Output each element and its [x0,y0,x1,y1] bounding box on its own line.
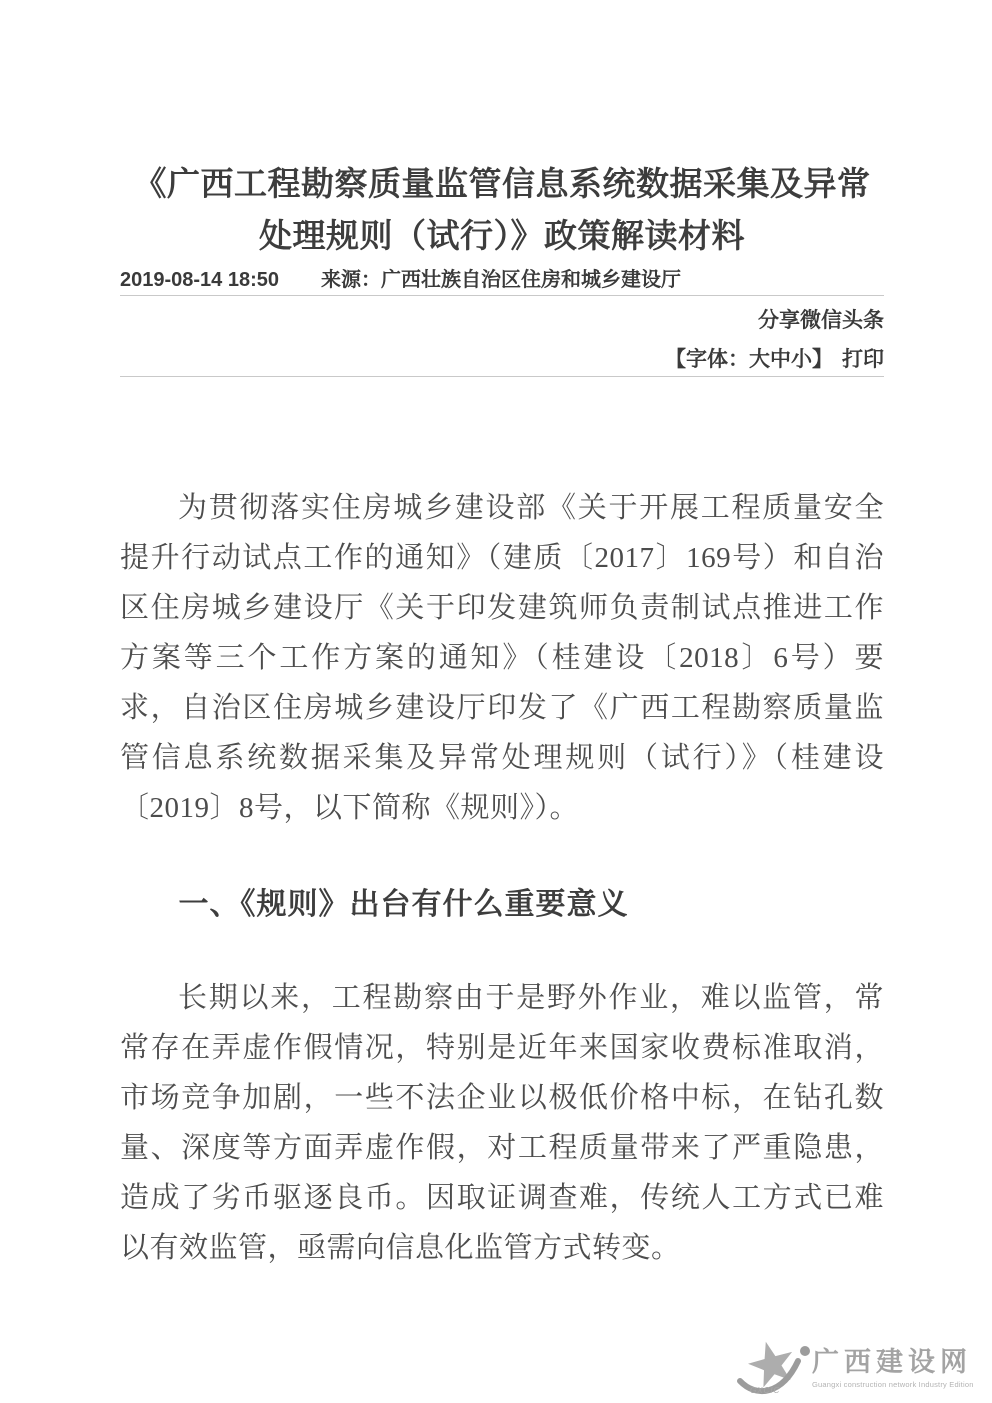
logo-text [812,1335,974,1389]
divider-bottom [120,376,884,377]
logo-caption-en: Guangxi construction network Industry Edition [812,1380,974,1389]
meta-row [120,268,884,292]
font-label-prefix: 【字体： [665,348,749,371]
share-row [120,309,884,332]
print-button[interactable]: 打印 [842,348,884,371]
source-label: 来源： [321,269,382,291]
article-content [120,158,884,1273]
source-name: 广西壮族自治区住房和城乡建设厅 [381,269,682,291]
section-heading: 一、《规则》出台有什么重要意义 [178,888,629,921]
star-logo-icon [734,1335,812,1401]
paragraph-intro: 为贯彻落实住房城乡建设部《关于开展工程质量安全提升行动试点工作的通知》（建质〔2017〕169号）和自治区住房城乡建设厅《关于印发建筑师负责制试点推进工作方案等三个工作方案的通知》（桂建设〔2018〕6号）要求，自治区住房城乡建设厅印发了《广西工程勘察质量监管信息系统数据采集及异常处理规则（试行）》（桂建设〔2019〕8号，以下简称《规则》）。 [120,492,884,824]
site-logo-watermark [734,1335,986,1401]
logo-star-caption: GXCIC [750,1386,781,1395]
publish-datetime: 2019-08-14 18:50 [120,269,280,291]
article-body [120,483,884,1273]
page-title: 《广西工程勘察质量监管信息系统数据采集及异常处理规则（试行）》政策解读材料 [133,165,871,254]
logo-site-name: 广西建设网 [812,1347,972,1377]
font-size-medium-button[interactable]: 中 [770,348,791,371]
font-size-small-button[interactable]: 小 [791,348,812,371]
paragraph-significance: 长期以来，工程勘察由于是野外作业，难以监管，常常存在弄虚作假情况，特别是近年来国家收费标准取消，市场竞争加剧，一些不法企业以极低价格中标，在钻孔数量、深度等方面弄虚作假，对工程质量带来了严重隐患，造成了劣币驱逐良币。因取证调查难，传统人工方式已难以有效监管，亟需向信息化监管方式转变。 [120,982,884,1264]
font-label-suffix: 】 [812,348,833,371]
font-size-large-button[interactable]: 大 [749,348,770,371]
font-controls [120,348,884,371]
divider-top [120,295,884,296]
share-wechat-headlines-link[interactable]: 分享微信头条 [758,309,884,332]
